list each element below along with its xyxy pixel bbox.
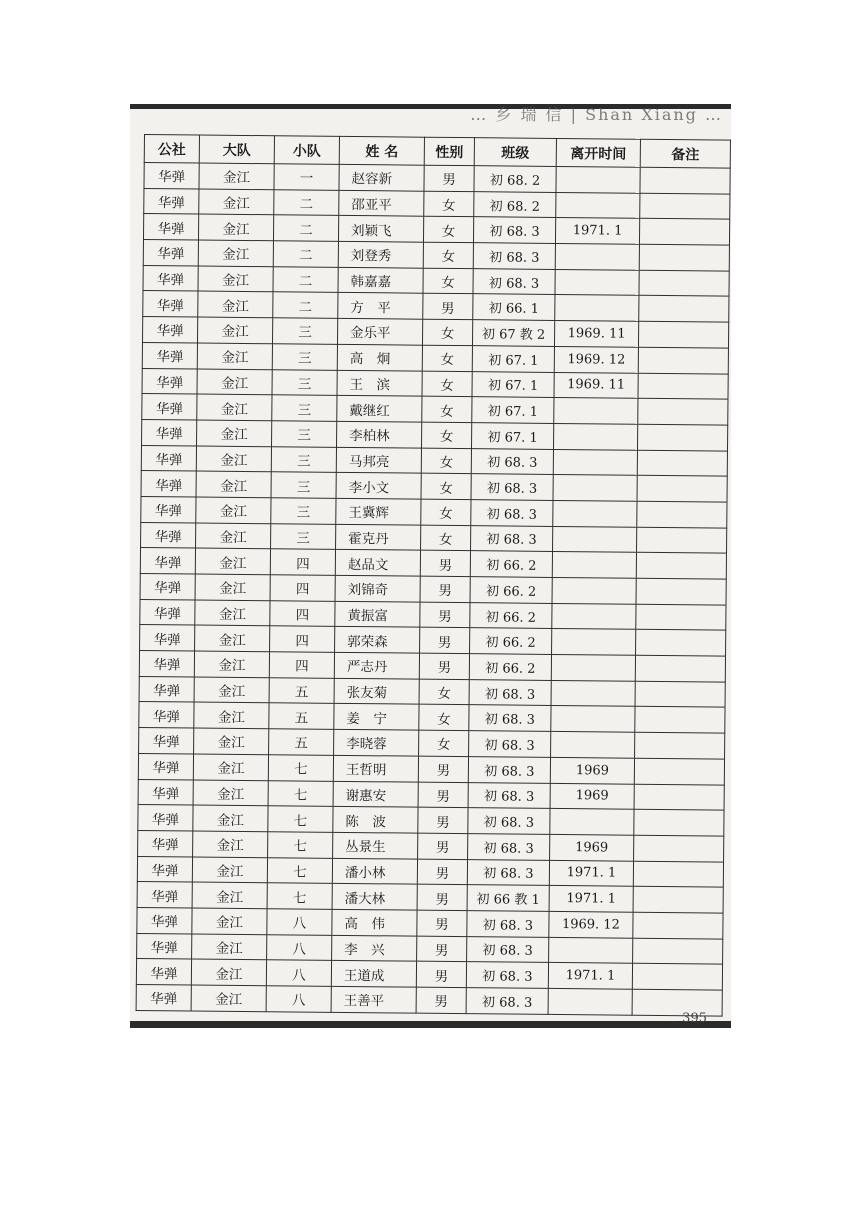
class-cell: 初 68. 2 (474, 166, 556, 192)
sex-cell: 女 (421, 473, 471, 499)
commune-cell: 华弹 (138, 753, 193, 779)
class-cell: 初 68. 3 (469, 705, 551, 731)
name-cell: 韩嘉嘉 (338, 267, 423, 294)
commune-cell: 华弹 (140, 599, 195, 625)
leave-date-cell (551, 654, 635, 680)
commune-cell: 华弹 (140, 625, 195, 651)
sex-cell: 男 (417, 936, 467, 962)
remarks-cell (634, 835, 724, 862)
name-cell: 李晓蓉 (334, 729, 419, 756)
class-cell: 初 68. 3 (473, 217, 555, 243)
leave-date-cell (552, 629, 636, 655)
class-cell: 初 67. 1 (472, 345, 554, 371)
leave-date-cell (552, 552, 636, 578)
remarks-cell (639, 244, 729, 271)
name-cell: 刘锦奇 (335, 575, 420, 602)
leave-date-cell (555, 269, 639, 295)
team-cell: 三 (271, 472, 336, 498)
brigade-cell: 金江 (195, 600, 270, 626)
brigade-cell: 金江 (193, 754, 268, 780)
class-cell: 初 68. 3 (471, 525, 553, 551)
class-cell: 初 66. 2 (470, 628, 552, 654)
leave-date-cell: 1969. 12 (549, 911, 633, 937)
sex-cell: 女 (423, 242, 473, 268)
name-cell: 严志丹 (334, 652, 419, 679)
commune-cell: 华弹 (142, 419, 197, 445)
team-cell: 三 (271, 498, 336, 524)
sex-cell: 男 (418, 756, 468, 782)
team-cell: 七 (267, 883, 332, 909)
name-cell: 潘小林 (332, 858, 417, 885)
team-cell: 二 (273, 292, 338, 318)
team-cell: 八 (266, 986, 331, 1012)
leave-date-cell (550, 809, 634, 835)
remarks-cell (633, 938, 723, 965)
team-cell: 三 (272, 318, 337, 344)
commune-cell: 华弹 (143, 240, 198, 266)
brigade-cell: 金江 (198, 214, 273, 240)
team-cell: 三 (271, 446, 336, 472)
class-cell: 初 66. 1 (473, 294, 555, 320)
name-cell: 王善平 (331, 986, 416, 1013)
commune-cell: 华弹 (137, 907, 192, 933)
team-cell: 八 (266, 960, 331, 986)
brigade-cell: 金江 (196, 446, 271, 472)
brigade-cell: 金江 (195, 625, 270, 651)
leave-date-cell: 1969. 12 (554, 346, 638, 372)
class-cell: 初 66. 2 (470, 551, 552, 577)
remarks-cell (639, 270, 729, 297)
sex-cell: 女 (423, 217, 473, 243)
commune-cell: 华弹 (136, 959, 191, 985)
brigade-cell: 金江 (199, 163, 274, 189)
remarks-cell (635, 681, 725, 708)
sex-cell: 女 (423, 268, 473, 294)
leave-date-cell (551, 706, 635, 732)
team-cell: 七 (267, 857, 332, 883)
commune-cell: 华弹 (143, 291, 198, 317)
remarks-cell (636, 604, 726, 631)
class-cell: 初 68. 3 (466, 988, 548, 1014)
commune-cell: 华弹 (138, 805, 193, 831)
sex-cell: 男 (417, 910, 467, 936)
remarks-cell (638, 398, 728, 425)
class-cell: 初 67. 1 (471, 423, 553, 449)
brigade-cell: 金江 (197, 394, 272, 420)
sex-cell: 男 (420, 602, 470, 628)
remarks-cell (638, 321, 728, 348)
remarks-cell (637, 476, 727, 503)
class-cell: 初 68. 2 (474, 191, 556, 217)
brigade-cell: 金江 (197, 317, 272, 343)
commune-cell: 华弹 (144, 163, 199, 189)
leave-date-cell (551, 732, 635, 758)
remarks-cell (634, 758, 724, 785)
class-cell: 初 68. 3 (467, 911, 549, 937)
name-cell: 黄振富 (335, 601, 420, 628)
remarks-cell (640, 167, 730, 194)
remarks-cell (637, 527, 727, 554)
bottom-rule (130, 1021, 731, 1028)
sex-cell: 男 (417, 859, 467, 885)
class-cell: 初 68. 3 (469, 679, 551, 705)
leave-date-cell (555, 295, 639, 321)
page-number: 395 (682, 1011, 707, 1026)
class-cell: 初 68. 3 (471, 474, 553, 500)
remarks-cell (632, 989, 722, 1016)
remarks-cell (636, 553, 726, 580)
sex-cell: 男 (417, 884, 467, 910)
leave-date-cell: 1969 (550, 834, 634, 860)
remarks-cell (633, 912, 723, 939)
column-header-commune: 公社 (144, 135, 199, 164)
name-cell: 李柏林 (337, 421, 422, 448)
team-cell: 三 (271, 523, 336, 549)
leave-date-cell (553, 423, 637, 449)
brigade-cell: 金江 (194, 677, 269, 703)
commune-cell: 华弹 (141, 445, 196, 471)
leave-date-cell: 1969 (550, 757, 634, 783)
sex-cell: 男 (420, 628, 470, 654)
brigade-cell: 金江 (194, 702, 269, 728)
leave-date-cell (551, 680, 635, 706)
sex-cell: 女 (419, 679, 469, 705)
team-cell: 一 (274, 164, 339, 190)
commune-cell: 华弹 (143, 265, 198, 291)
leave-date-cell: 1971. 1 (549, 886, 633, 912)
team-cell: 二 (273, 215, 338, 241)
name-cell: 陈 波 (333, 807, 418, 834)
name-cell: 戴继红 (337, 396, 422, 423)
name-cell: 高 炯 (337, 344, 422, 371)
class-cell: 初 68. 3 (468, 808, 550, 834)
name-cell: 霍克丹 (336, 524, 421, 551)
name-cell: 谢惠安 (333, 781, 418, 808)
class-cell: 初 66. 2 (469, 654, 551, 680)
team-cell: 五 (269, 703, 334, 729)
brigade-cell: 金江 (191, 959, 266, 985)
commune-cell: 华弹 (137, 856, 192, 882)
leave-date-cell (548, 988, 632, 1014)
roster-table (136, 134, 731, 1016)
sex-cell: 女 (419, 705, 469, 731)
class-cell: 初 68. 3 (468, 834, 550, 860)
leave-date-cell: 1969 (550, 783, 634, 809)
name-cell: 刘颖飞 (338, 216, 423, 243)
brigade-cell: 金江 (197, 369, 272, 395)
team-cell: 四 (269, 652, 334, 678)
sex-cell: 女 (421, 499, 471, 525)
brigade-cell: 金江 (192, 908, 267, 934)
brigade-cell: 金江 (196, 523, 271, 549)
commune-cell: 华弹 (141, 471, 196, 497)
sex-cell: 男 (418, 833, 468, 859)
leave-date-cell: 1971. 1 (555, 218, 639, 244)
remarks-cell (638, 347, 728, 374)
team-cell: 五 (269, 677, 334, 703)
class-cell: 初 68. 3 (468, 756, 550, 782)
brigade-cell: 金江 (194, 728, 269, 754)
commune-cell: 华弹 (137, 933, 192, 959)
name-cell: 赵品文 (335, 550, 420, 577)
remarks-cell (637, 424, 727, 451)
remarks-cell (636, 630, 726, 657)
brigade-cell: 金江 (193, 780, 268, 806)
team-cell: 五 (269, 729, 334, 755)
leave-date-cell (549, 937, 633, 963)
brigade-cell: 金江 (196, 471, 271, 497)
team-cell: 四 (270, 575, 335, 601)
commune-cell: 华弹 (137, 882, 192, 908)
remarks-cell (635, 655, 725, 682)
sex-cell: 男 (420, 576, 470, 602)
brigade-cell: 金江 (191, 985, 266, 1011)
sex-cell: 男 (419, 653, 469, 679)
leave-date-cell (555, 244, 639, 270)
sex-cell: 女 (422, 319, 472, 345)
commune-cell: 华弹 (142, 394, 197, 420)
class-cell: 初 68. 3 (469, 731, 551, 757)
column-header-leave-date: 离开时间 (556, 138, 640, 167)
table-body (136, 163, 730, 1016)
brigade-cell: 金江 (195, 574, 270, 600)
column-header-team: 小队 (274, 136, 339, 165)
commune-cell: 华弹 (139, 728, 194, 754)
class-cell: 初 67. 1 (472, 371, 554, 397)
commune-cell: 华弹 (140, 573, 195, 599)
leave-date-cell (553, 500, 637, 526)
sex-cell: 女 (419, 730, 469, 756)
commune-cell: 华弹 (139, 651, 194, 677)
remarks-cell (634, 784, 724, 811)
remarks-cell (636, 578, 726, 605)
name-cell: 王哲明 (333, 755, 418, 782)
name-cell: 李 兴 (332, 935, 417, 962)
team-cell: 七 (268, 755, 333, 781)
name-cell: 张友菊 (334, 678, 419, 705)
leave-date-cell (552, 603, 636, 629)
remarks-cell (637, 501, 727, 528)
remarks-cell (638, 373, 728, 400)
sex-cell: 男 (416, 987, 466, 1013)
team-cell: 二 (273, 266, 338, 292)
column-header-remarks: 备注 (640, 139, 730, 168)
sex-cell: 女 (421, 448, 471, 474)
commune-cell: 华弹 (141, 496, 196, 522)
scanned-page (130, 104, 731, 1028)
name-cell: 马邦亮 (336, 447, 421, 474)
brigade-cell: 金江 (196, 497, 271, 523)
remarks-cell (640, 193, 730, 220)
leave-date-cell (553, 449, 637, 475)
column-header-name: 姓 名 (339, 136, 424, 165)
commune-cell: 华弹 (139, 676, 194, 702)
remarks-cell (635, 732, 725, 759)
remarks-cell (632, 964, 722, 991)
sex-cell: 女 (422, 422, 472, 448)
name-cell: 潘大林 (332, 884, 417, 911)
column-header-brigade: 大队 (199, 135, 274, 164)
brigade-cell: 金江 (197, 420, 272, 446)
class-cell: 初 68. 3 (467, 859, 549, 885)
name-cell: 邵亚平 (339, 190, 424, 217)
class-cell: 初 68. 3 (466, 962, 548, 988)
leave-date-cell: 1971. 1 (548, 963, 632, 989)
team-cell: 三 (272, 421, 337, 447)
sex-cell: 女 (422, 371, 472, 397)
class-cell: 初 66 教 1 (467, 885, 549, 911)
column-header-class: 班级 (474, 138, 556, 167)
sex-cell: 女 (422, 345, 472, 371)
class-cell: 初 66. 2 (470, 577, 552, 603)
team-cell: 三 (272, 395, 337, 421)
remarks-cell (633, 886, 723, 913)
commune-cell: 华弹 (143, 214, 198, 240)
table-row (136, 984, 722, 1015)
leave-date-cell: 1971. 1 (549, 860, 633, 886)
team-cell: 七 (268, 832, 333, 858)
team-cell: 四 (270, 600, 335, 626)
remarks-cell (639, 296, 729, 323)
sex-cell: 男 (420, 550, 470, 576)
column-header-sex: 性别 (424, 137, 474, 165)
brigade-cell: 金江 (193, 805, 268, 831)
brigade-cell: 金江 (195, 548, 270, 574)
name-cell: 郭荣森 (335, 627, 420, 654)
class-cell: 初 68. 3 (467, 936, 549, 962)
commune-cell: 华弹 (140, 548, 195, 574)
commune-cell: 华弹 (142, 368, 197, 394)
sex-cell: 男 (423, 294, 473, 320)
class-cell: 初 68. 3 (473, 243, 555, 269)
name-cell: 王 滨 (337, 370, 422, 397)
name-cell: 王冀辉 (336, 498, 421, 525)
remarks-cell (635, 707, 725, 734)
team-cell: 七 (268, 780, 333, 806)
remarks-cell (637, 450, 727, 477)
class-cell: 初 68. 3 (471, 448, 553, 474)
brigade-cell: 金江 (192, 882, 267, 908)
brigade-cell: 金江 (194, 651, 269, 677)
sex-cell: 男 (418, 807, 468, 833)
class-cell: 初 68. 3 (473, 268, 555, 294)
name-cell: 刘登秀 (338, 241, 423, 268)
sex-cell: 女 (421, 525, 471, 551)
sex-cell: 男 (424, 165, 474, 191)
brigade-cell: 金江 (198, 291, 273, 317)
team-cell: 八 (267, 909, 332, 935)
team-cell: 八 (267, 934, 332, 960)
sex-cell: 女 (424, 191, 474, 217)
leave-date-cell: 1969. 11 (554, 321, 638, 347)
name-cell: 高 伟 (332, 909, 417, 936)
brigade-cell: 金江 (198, 266, 273, 292)
class-cell: 初 67. 1 (472, 397, 554, 423)
sex-cell: 女 (422, 396, 472, 422)
leave-date-cell: 1969. 11 (554, 372, 638, 398)
running-head: … 乡 瑞 信 | Shan Xiang … (470, 105, 723, 124)
class-cell: 初 68. 3 (471, 500, 553, 526)
name-cell: 赵容新 (339, 164, 424, 191)
remarks-cell (639, 219, 729, 246)
leave-date-cell (553, 475, 637, 501)
commune-cell: 华弹 (139, 702, 194, 728)
commune-cell: 华弹 (142, 342, 197, 368)
commune-cell: 华弹 (141, 522, 196, 548)
team-cell: 四 (270, 626, 335, 652)
commune-cell: 华弹 (136, 984, 191, 1010)
team-cell: 二 (274, 189, 339, 215)
brigade-cell: 金江 (193, 831, 268, 857)
leave-date-cell (556, 166, 640, 192)
name-cell: 金乐平 (337, 318, 422, 345)
brigade-cell: 金江 (192, 857, 267, 883)
remarks-cell (634, 809, 724, 836)
leave-date-cell (556, 192, 640, 218)
brigade-cell: 金江 (192, 934, 267, 960)
leave-date-cell (553, 526, 637, 552)
leave-date-cell (552, 577, 636, 603)
brigade-cell: 金江 (198, 240, 273, 266)
commune-cell: 华弹 (144, 188, 199, 214)
name-cell: 丛景生 (333, 832, 418, 859)
team-cell: 四 (270, 549, 335, 575)
class-cell: 初 68. 3 (468, 782, 550, 808)
commune-cell: 华弹 (138, 830, 193, 856)
brigade-cell: 金江 (199, 189, 274, 215)
team-cell: 三 (272, 369, 337, 395)
class-cell: 初 66. 2 (470, 602, 552, 628)
sex-cell: 男 (418, 782, 468, 808)
remarks-cell (633, 861, 723, 888)
name-cell: 李小文 (336, 473, 421, 500)
commune-cell: 华弹 (143, 317, 198, 343)
name-cell: 方 平 (338, 293, 423, 320)
name-cell: 姜 宁 (334, 704, 419, 731)
brigade-cell: 金江 (197, 343, 272, 369)
leave-date-cell (554, 398, 638, 424)
class-cell: 初 67 教 2 (472, 320, 554, 346)
team-cell: 七 (268, 806, 333, 832)
commune-cell: 华弹 (138, 779, 193, 805)
sex-cell: 男 (416, 961, 466, 987)
team-cell: 二 (273, 241, 338, 267)
team-cell: 三 (272, 344, 337, 370)
name-cell: 王道成 (331, 961, 416, 988)
